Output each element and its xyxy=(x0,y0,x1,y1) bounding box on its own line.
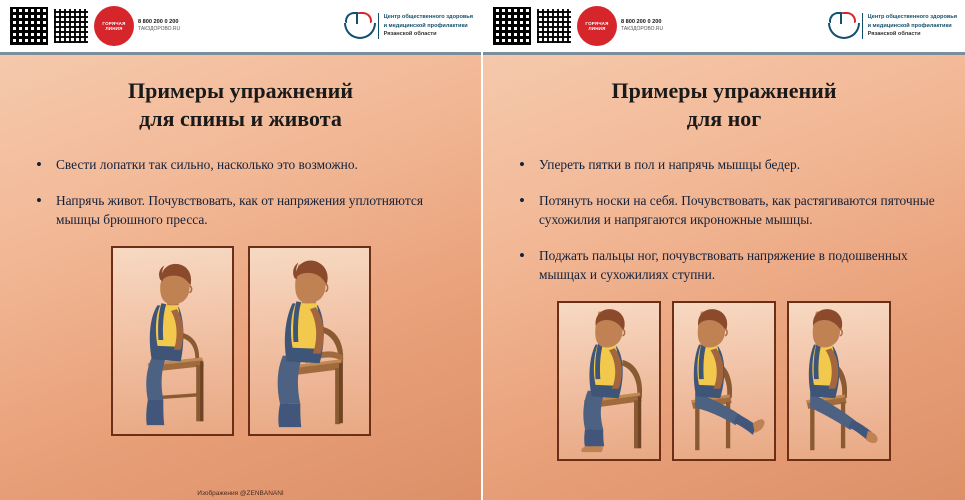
organization-block xyxy=(827,11,957,41)
list-item: • Поджать пальцы ног, почувствовать напряжение в подошвенных мышцах и сухожилиях ступни. xyxy=(517,246,939,285)
organization-line-2: и медицинской профилактики xyxy=(867,22,952,29)
figure-sitting-leg-extended-toes-pulled xyxy=(672,301,776,461)
organization-line-1: Центр общественного здоровья xyxy=(383,14,473,21)
illustration-1-svg xyxy=(113,248,232,434)
qr-code-icon[interactable] xyxy=(537,9,571,43)
page-title xyxy=(503,77,945,133)
list-item: • Упереть пятки в пол и напрячь мышцы бедер. xyxy=(517,155,939,174)
figure-sitting-heels-pressed-to-floor xyxy=(557,301,661,461)
hotline-site: ТАКЗДОРОВО.RU xyxy=(621,26,664,33)
hotline-text xyxy=(138,19,180,32)
slide-body xyxy=(0,55,481,500)
qr-code-icon[interactable] xyxy=(8,5,50,47)
illustration-3-svg xyxy=(559,303,659,459)
bullet-list xyxy=(20,155,461,229)
page-title-line-1: Примеры упражнений xyxy=(611,78,837,103)
health-center-emblem-icon xyxy=(827,11,857,41)
qr-code-icon[interactable] xyxy=(491,5,533,47)
slide-body xyxy=(483,55,965,500)
organization-name xyxy=(378,13,473,38)
hotline-badge-icon: ГОРЯЧАЯ ЛИНИЯ xyxy=(94,6,134,46)
organization-name xyxy=(862,13,957,38)
page-title-line-2: для спины и живота xyxy=(139,106,342,132)
bullet-list xyxy=(503,155,945,284)
image-credit: Изображения @ZENBANANI xyxy=(197,490,284,497)
organization-line-3: Рязанской области xyxy=(383,31,437,38)
figure-sitting-toes-curled xyxy=(787,301,891,461)
hotline-phone: 8 800 200 0 200 xyxy=(138,19,179,26)
hotline-block xyxy=(577,6,663,46)
organization-line-3: Рязанской области xyxy=(867,31,921,38)
organization-block xyxy=(343,11,473,41)
figure-sitting-shoulder-blades-together xyxy=(111,246,234,436)
hotline-block xyxy=(94,6,180,46)
list-item: • Напрячь живот. Почувствовать, как от напряжения уплотняются мышцы брюшного пресса. xyxy=(34,191,455,230)
hotline-phone: 8 800 200 0 200 xyxy=(621,19,662,26)
slide-back-and-abdomen xyxy=(0,0,481,500)
health-center-emblem-icon xyxy=(343,11,373,41)
illustration-2-svg xyxy=(250,248,369,434)
list-item: • Потянуть носки на себя. Почувствовать, как растягиваются пяточные сухожилия и напрягаются икроножные мышцы. xyxy=(517,191,939,230)
hotline-site: ТАКЗДОРОВО.RU xyxy=(138,26,181,33)
organization-line-1: Центр общественного здоровья xyxy=(867,14,957,21)
list-item: • Свести лопатки так сильно, насколько это возможно. xyxy=(34,155,455,174)
slide-header xyxy=(0,0,481,55)
illustration-row xyxy=(503,301,945,461)
page-title xyxy=(20,77,461,133)
illustration-5-svg xyxy=(789,303,889,459)
slide-legs xyxy=(481,0,965,500)
figure-sitting-abdomen-tensed xyxy=(248,246,371,436)
illustration-4-svg xyxy=(674,303,774,459)
slide-header xyxy=(483,0,965,55)
page-title-line-2: для ног xyxy=(686,106,762,132)
hotline-text xyxy=(621,19,663,32)
illustration-row xyxy=(20,246,461,436)
hotline-badge-icon: ГОРЯЧАЯ ЛИНИЯ xyxy=(577,6,617,46)
qr-code-icon[interactable] xyxy=(54,9,88,43)
organization-line-2: и медицинской профилактики xyxy=(383,22,468,29)
page-title-line-1: Примеры упражнений xyxy=(127,78,354,103)
